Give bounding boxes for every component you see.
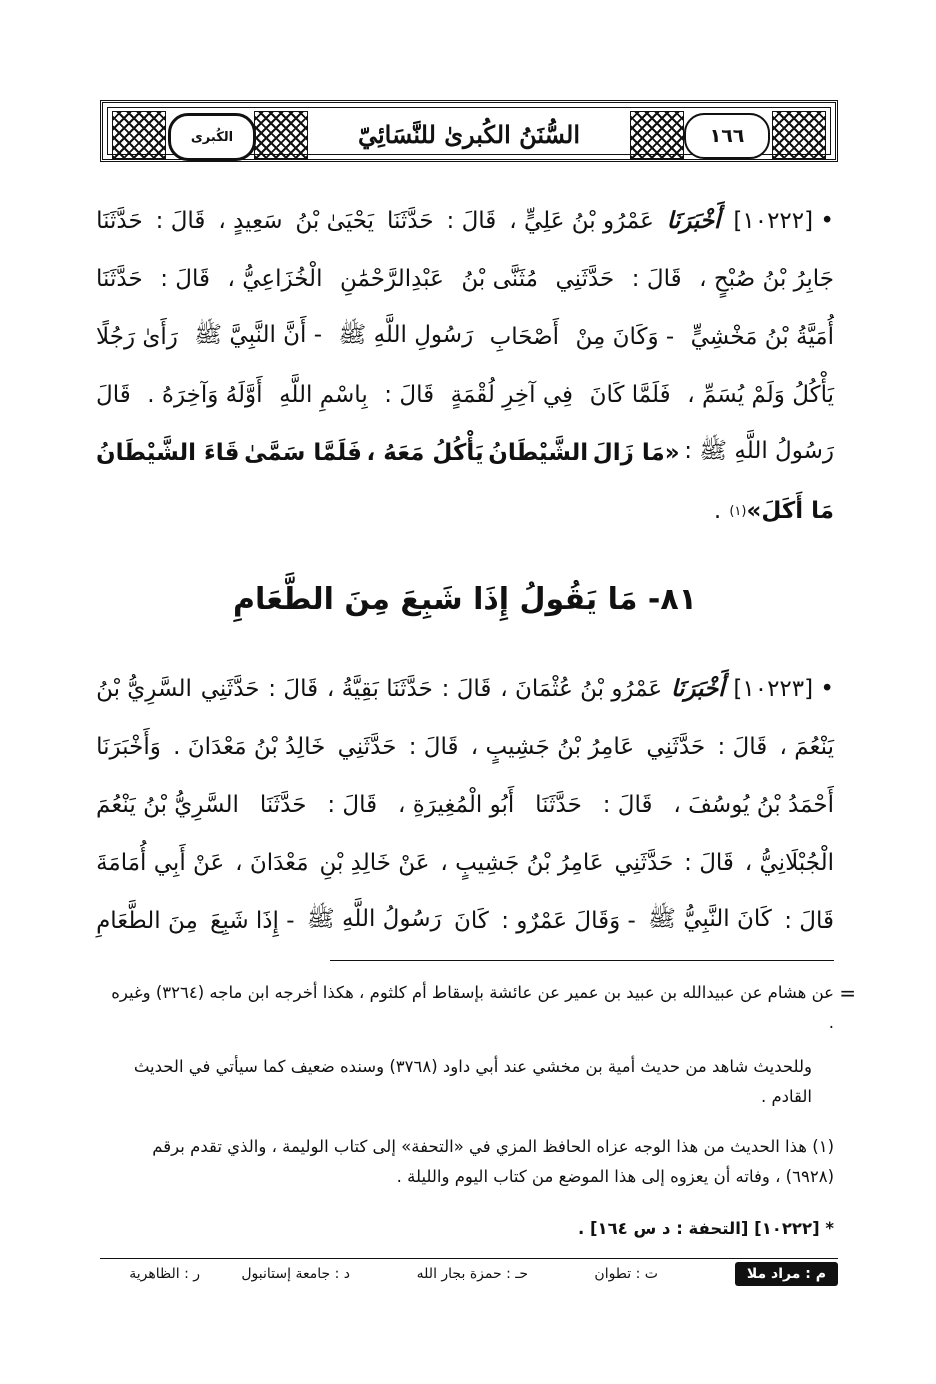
word: السَّرِيُّ بْنُ يَنْعُمَ xyxy=(96,792,239,818)
word: قَالَ : xyxy=(631,266,682,292)
word: عَنْ خَالِدِ بْنِ xyxy=(319,850,430,876)
word: رَسُولُ اللَّهِ ﷺ : xyxy=(684,438,834,464)
word: حَدَّثَنَا xyxy=(386,208,434,234)
word: مُثَنَّى بْنُ xyxy=(461,266,538,292)
period: . xyxy=(713,498,722,524)
word: - إِذَا شَبِعَ xyxy=(210,908,295,934)
ornament-right-icon xyxy=(772,111,826,159)
continuation-mark: = xyxy=(839,981,856,1005)
word: قَالَ : xyxy=(384,382,435,408)
page-number: ١٦٦ xyxy=(684,113,770,159)
word: عَامِرُ بْنُ جَشِيبٍ ، xyxy=(470,734,635,760)
footnote-divider xyxy=(330,960,834,961)
footnote-ref[interactable]: (١) xyxy=(729,503,747,519)
text-line xyxy=(96,366,834,424)
sigla-divider xyxy=(100,1258,838,1259)
word: قَالَ : xyxy=(446,208,497,234)
text-line xyxy=(96,776,834,834)
word: كَانَ النَّبِيُّ ﷺ xyxy=(648,906,772,932)
ornament-left-icon xyxy=(112,111,166,159)
word: قَالَ : xyxy=(717,734,768,760)
siglum-murad-molla: م : مراد ملا xyxy=(735,1262,838,1286)
word: جَابِرُ بْنُ صُبْحٍ ، xyxy=(699,266,834,292)
word: يَحْيَىٰ بْنُ xyxy=(295,208,375,234)
word: الْجُبْلَانِيُّ ، xyxy=(744,850,834,876)
akhbarana: أَخْبَرَنَا xyxy=(670,676,725,702)
text-line xyxy=(96,482,834,540)
word: فِي آخِرِ لُقْمَةٍ xyxy=(450,382,573,408)
word: أَبُو الْمُغِيرَةِ ، xyxy=(398,792,515,818)
footnote-1 xyxy=(104,1132,834,1192)
footnote-text: * [١٠٢٢٢] [التحفة : د س ١٦٤] . xyxy=(577,1219,834,1238)
chapter-heading: ٨١- مَا يَقُولُ إِذَا شَبِعَ مِنَ الطَّعَامِ xyxy=(232,582,697,617)
word: قَالَ : xyxy=(327,792,378,818)
footnote-text: عن هشام عن عبيدالله بن عبيد بن عمير عن عائشة بإسقاط أم كلثوم ، هكذا أخرجه ابن ماجه (٣٢٦٤) وغيره . xyxy=(111,983,834,1032)
word: الْخُزَاعِيُّ ، xyxy=(227,266,323,292)
hadith-text: الشَّيْطَانُ xyxy=(488,440,589,466)
hadith-text: قَاءَ الشَّيْطَانُ xyxy=(96,440,240,466)
text-line xyxy=(96,250,834,308)
siglum-tetouan: ت : تطوان xyxy=(594,1266,658,1282)
tuhfa-reference xyxy=(104,1214,834,1244)
word: حَدَّثَنَا xyxy=(535,792,582,818)
word: - وَقَالَ عَمْرٌو : xyxy=(501,908,636,934)
word: أُمَيَّةُ بْنُ مَخْشِيٍّ xyxy=(690,324,834,350)
footnote-witness xyxy=(104,1052,834,1112)
word: قَالَ : xyxy=(155,208,206,234)
hadith-number: • [١٠٢٢٢] xyxy=(733,208,834,234)
word: رَسُولُ اللَّهِ ﷺ xyxy=(306,906,442,932)
word: حَدَّثَنِي xyxy=(337,734,397,760)
word: سَعِيدٍ ، xyxy=(218,208,283,234)
text-line xyxy=(96,192,834,250)
running-header xyxy=(100,100,838,162)
akhbarana: أَخْبَرَنَا xyxy=(666,208,721,234)
footnote-text: (١) هذا الحديث من هذا الوجه عزاه الحافظ المزي في «التحفة» إلى كتاب الوليمة ، والذي تقدم برقم (٦٩٢٨) ، وفاته أن يعزوه إلى هذا الموضع من كتاب اليوم والليلة . xyxy=(152,1137,834,1186)
word: عَمْرُو بْنُ عَلِيٍّ ، xyxy=(509,208,654,234)
word: قَالَ : xyxy=(602,792,653,818)
text-line xyxy=(96,892,834,950)
word: خَالِدُ بْنُ مَعْدَانَ . xyxy=(173,734,326,760)
siglum-hamza: حـ : حمزة بجار الله xyxy=(416,1266,528,1282)
hadith-text: مَا أَكَلَ» xyxy=(746,498,834,524)
word: عَمْرُو بْنُ عُثْمَانَ ، xyxy=(500,676,663,702)
hadith-10223 xyxy=(96,660,834,950)
word: السَّرِيُّ بْنُ xyxy=(96,676,192,702)
word: حَدَّثَنِي xyxy=(614,850,674,876)
footnote-text: وللحديث شاهد من حديث أمية بن مخشي عند أبي داود (٣٧٦٨) وسنده ضعيف كما سيأتي في الحديث القادم . xyxy=(133,1057,812,1106)
word: - أَنَّ النَّبِيَّ ﷺ xyxy=(194,322,323,348)
header-title: السُّنَنُ الكُبرىٰ للنَّسَائِيّ xyxy=(357,119,581,149)
word: حَدَّثَنَا xyxy=(259,792,307,818)
word: عَامِرُ بْنُ جَشِيبٍ ، xyxy=(440,850,604,876)
word: قَالَ : xyxy=(684,850,734,876)
text-line xyxy=(96,834,834,892)
siglum-istanbul: د : جامعة إستانبول xyxy=(241,1266,350,1282)
word: حَدَّثَنَا xyxy=(96,208,143,234)
hadith-text: يَأْكُلُ مَعَهُ ، xyxy=(366,440,484,466)
word: بِاسْمِ اللَّهِ xyxy=(279,382,368,408)
book-emblem: الكُبرى xyxy=(168,113,256,161)
text-line xyxy=(96,424,834,482)
hadith-number: • [١٠٢٢٣] xyxy=(733,676,834,702)
word: قَالَ : xyxy=(784,908,834,934)
hadith-text: فَلَمَّا سَمَّىٰ xyxy=(244,440,362,466)
word: عَبْدِالرَّحْمَٰنِ xyxy=(339,266,444,292)
word: قَالَ : xyxy=(408,734,459,760)
siglum-zahiriyya: ر : الظاهرية xyxy=(129,1266,200,1282)
word: عَنْ أَبِي أُمَامَةَ xyxy=(96,850,225,876)
word: حَدَّثَنِي xyxy=(555,266,615,292)
word: أَوَّلَهُ وَآخِرَهُ . xyxy=(147,382,263,408)
word: رَأَىٰ رَجُلًا xyxy=(96,324,178,350)
word: قَالَ : xyxy=(268,676,319,702)
word: يَنْعُمَ ، xyxy=(779,734,834,760)
word: مِنَ الطَّعَامِ xyxy=(96,908,198,934)
word: كَانَ xyxy=(453,908,489,934)
footnote-continuation xyxy=(104,978,856,1038)
word: - وَكَانَ مِنْ xyxy=(575,324,675,350)
hadith-text: «مَا زَالَ xyxy=(592,440,680,466)
word: مَعْدَانَ ، xyxy=(235,850,309,876)
word: رَسُولِ اللَّهِ ﷺ xyxy=(338,322,474,348)
word: يَأْكُلُ وَلَمْ يُسَمِّ ، xyxy=(687,382,834,408)
ornament-mid-left-icon xyxy=(254,111,308,159)
hadith-10222 xyxy=(96,192,834,540)
word: حَدَّثَنَا بَقِيَّةُ ، xyxy=(326,676,433,702)
word: قَالَ : xyxy=(160,266,210,292)
word: حَدَّثَنِي xyxy=(646,734,706,760)
word: حَدَّثَنَا xyxy=(96,266,143,292)
manuscript-sigla xyxy=(100,1262,838,1296)
word: أَحْمَدُ بْنُ يُوسُفَ ، xyxy=(673,792,834,818)
text-line xyxy=(96,660,834,718)
text-line xyxy=(96,718,834,776)
ornament-mid-right-icon xyxy=(630,111,684,159)
word: قَالَ xyxy=(96,382,131,408)
word: قَالَ : xyxy=(441,676,492,702)
word: أَصْحَابِ xyxy=(489,324,560,350)
word: حَدَّثَنِي xyxy=(200,676,260,702)
text-line xyxy=(96,308,834,366)
word: وَأَخْبَرَنَا xyxy=(96,734,161,760)
word: فَلَمَّا كَانَ xyxy=(589,382,671,408)
header-frame xyxy=(107,107,831,155)
